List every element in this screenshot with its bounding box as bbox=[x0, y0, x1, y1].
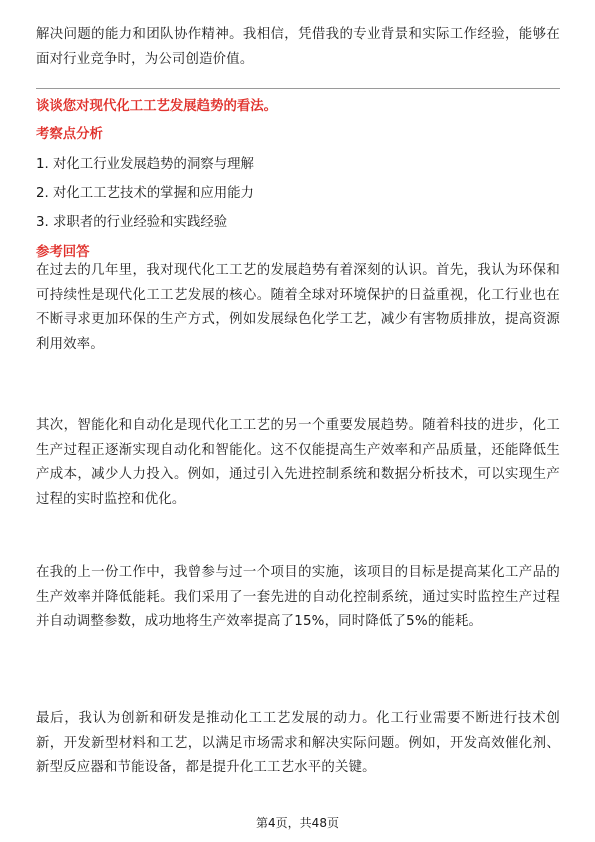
question-title: 谈谈您对现代化工工艺发展趋势的看法。 bbox=[36, 99, 278, 114]
analysis-points bbox=[36, 150, 254, 237]
answer-paragraph: 最后，我认为创新和研发是推动化工工艺发展的动力。化工行业需要不断进行技术创新，开发新型材料和工艺，以满足市场需求和解决实际问题。例如，开发高效催化剂、新型反应器和节能设备，都是提升化工工艺水平的关键。 bbox=[36, 711, 560, 776]
answer-heading: 参考回答 bbox=[36, 245, 90, 260]
analysis-point: 3. 求职者的行业经验和实践经验 bbox=[36, 215, 228, 230]
answer-paragraph: 其次，智能化和自动化是现代化工工艺的另一个重要发展趋势。随着科技的进步，化工生产过程正逐渐实现自动化和智能化。这不仅能提高生产效率和产品质量，还能降低生产成本，减少人力投入。例如，通过引入先进控制系统和数据分析技术，可以实现生产过程的实时监控和优化。 bbox=[36, 418, 560, 507]
analysis-point: 2. 对化工工艺技术的掌握和应用能力 bbox=[36, 186, 254, 201]
answer-paragraph: 在过去的几年里，我对现代化工工艺的发展趋势有着深刻的认识。首先，我认为环保和可持续性是现代化工工艺发展的核心。随着全球对环境保护的日益重视，化工行业也在不断寻求更加环保的生产方式，例如发展绿色化学工艺，减少有害物质排放，提高资源利用效率。 bbox=[36, 263, 560, 352]
answer-paragraph: 在我的上一份工作中，我曾参与过一个项目的实施，该项目的目标是提高某化工产品的生产效率并降低能耗。我们采用了一套先进的自动化控制系统，通过实时监控生产过程并自动调整参数，成功地将生产效率提高了15%，同时降低了5%的能耗。 bbox=[36, 565, 560, 630]
page-number: 第4页，共48页 bbox=[256, 816, 339, 830]
analysis-heading: 考察点分析 bbox=[36, 127, 103, 142]
intro-paragraph: 解决问题的能力和团队协作精神。我相信，凭借我的专业背景和实际工作经验，能够在面对行业竞争时，为公司创造价值。 bbox=[36, 27, 560, 67]
section-divider bbox=[36, 88, 560, 89]
analysis-point: 1. 对化工行业发展趋势的洞察与理解 bbox=[36, 157, 254, 172]
